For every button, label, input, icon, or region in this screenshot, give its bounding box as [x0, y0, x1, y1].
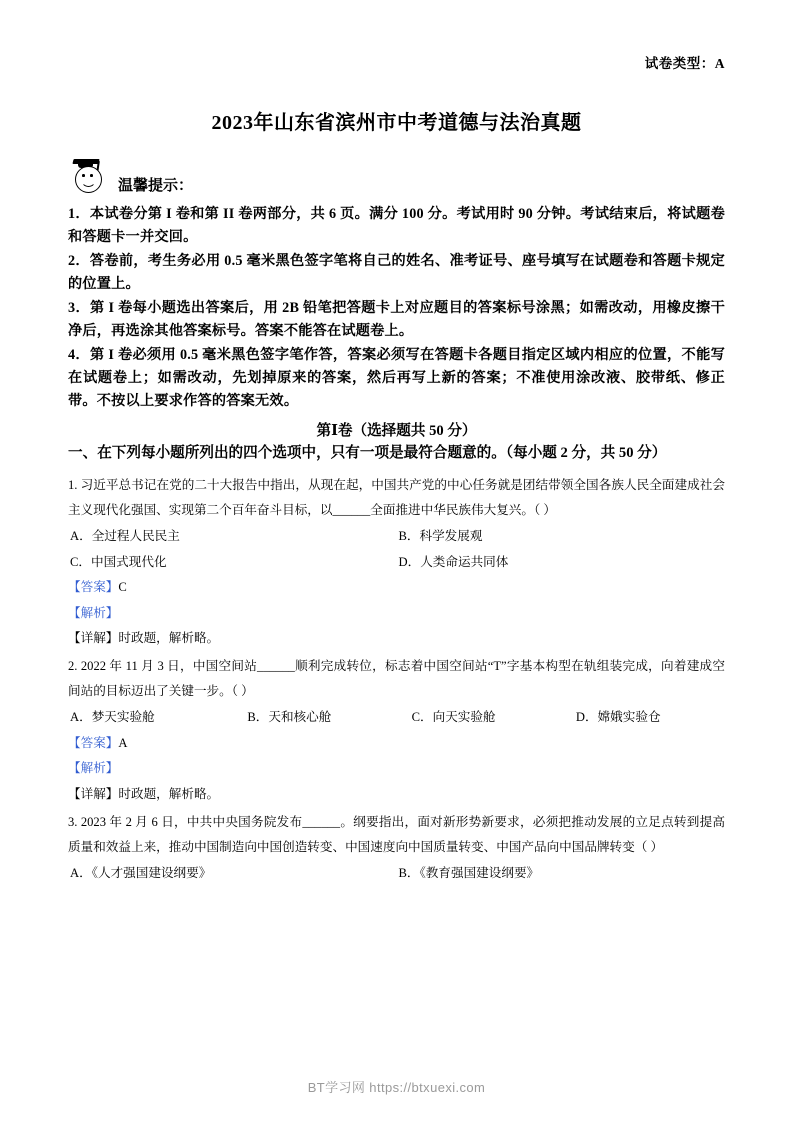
exam-notice — [68, 203, 725, 413]
option-item[interactable]: A．《人才强国建设纲要》 — [70, 866, 212, 881]
question-stem: 2. 2022 年 11 月 3 日，中国空间站______顺利完成转位，标志着中国空间站“T”字基本构型在轨组装完成，向着建成空间站的目标迈出了关键一步。（ ） — [68, 659, 725, 698]
analysis-tag: 【解析】 — [68, 605, 119, 620]
analysis-line — [68, 756, 725, 782]
detail-text: 时政题，解析略。 — [118, 631, 220, 646]
answer-value: A — [118, 735, 128, 750]
answer-line — [68, 731, 725, 757]
graduation-smiley-icon — [70, 157, 116, 197]
tips-row — [68, 157, 725, 197]
option-item[interactable]: B．科学发展观 — [398, 529, 483, 544]
detail-line — [68, 782, 725, 808]
question-block — [68, 654, 725, 808]
question-block — [68, 473, 725, 652]
answer-value: C — [118, 579, 127, 594]
footer-watermark: BT学习网 https://btxuexi.com — [307, 1080, 486, 1095]
section-heading: 第Ⅰ卷（选择题共 50 分） — [316, 423, 477, 439]
notice-item-2: 2．答卷前，考生务必用 0.5 毫米黑色签字笔将自己的姓名、准考证号、座号填写在试题卷和答题卡规定的位置上。 — [68, 253, 725, 292]
detail-tag: 【详解】 — [68, 631, 119, 646]
page-title: 2023年山东省滨州市中考道德与法治真题 — [211, 112, 582, 134]
option-item[interactable]: C．中国式现代化 — [70, 554, 167, 569]
tips-label: 温馨提示： — [118, 178, 194, 194]
analysis-tag: 【解析】 — [68, 761, 119, 776]
notice-item-4: 4．第 I 卷必须用 0.5 毫米黑色签字笔作答，答案必须写在答题卡各题目指定区域内相应的位置，不能写在试题卷上；如需改动，先划掉原来的答案，然后再写上新的答案；不准使用涂改液、胶带纸、修正带。不按以上要求作答的答案无效。 — [68, 347, 725, 409]
option-item[interactable]: A．全过程人民民主 — [70, 529, 180, 544]
option-item[interactable]: D．人类命运共同体 — [398, 554, 509, 569]
option-item[interactable]: B．《教育强国建设纲要》 — [398, 866, 540, 881]
smiley-face-icon — [75, 166, 102, 193]
exam-type-label: 试卷类型：A — [644, 56, 725, 71]
section-subheading: 一、在下列每小题所列出的四个选项中，只有一项是最符合题意的。（每小题 2 分，共 50 分） — [68, 445, 667, 461]
notice-item-1: 1．本试卷分第 I 卷和第 II 卷两部分，共 6 页。满分 100 分。考试用时 90 分钟。考试结束后，将试题卷和答题卡一并交回。 — [68, 206, 725, 245]
option-item[interactable]: C．向天实验舱 — [411, 710, 496, 725]
analysis-line — [68, 601, 725, 627]
detail-tag: 【详解】 — [68, 787, 119, 802]
option-item[interactable]: D．嫦娥实验仓 — [575, 710, 661, 725]
question-options — [68, 705, 725, 730]
question-options — [68, 550, 725, 575]
answer-line — [68, 575, 725, 601]
detail-text: 时政题，解析略。 — [118, 787, 220, 802]
option-item[interactable]: B．天和核心舱 — [247, 710, 332, 725]
question-options — [68, 861, 725, 886]
answer-tag: 【答案】 — [68, 735, 119, 750]
question-stem: 3. 2023 年 2 月 6 日，中共中央国务院发布______。纲要指出，面对新形势新要求，必须把推动发展的立足点转到提高质量和效益上来，推动中国制造向中国创造转变、中国速度向中国质量转变、中国产品向中国品牌转变（ ） — [68, 814, 725, 854]
answer-tag: 【答案】 — [68, 579, 119, 594]
option-item[interactable]: A．梦天实验舱 — [70, 710, 155, 725]
notice-item-3: 3．第 I 卷每小题选出答案后，用 2B 铅笔把答题卡上对应题目的答案标号涂黑；如需改动，用橡皮擦干净后，再选涂其他答案标号。答案不能答在试题卷上。 — [68, 300, 725, 339]
question-stem: 1. 习近平总书记在党的二十大报告中指出，从现在起，中国共产党的中心任务就是团结带领全国各族人民全面建成社会主义现代化强国、实现第二个百年奋斗目标，以______全面推进中华民族伟大复兴。（ ） — [68, 478, 725, 517]
detail-line — [68, 626, 725, 652]
question-options — [68, 524, 725, 549]
question-block — [68, 810, 725, 886]
